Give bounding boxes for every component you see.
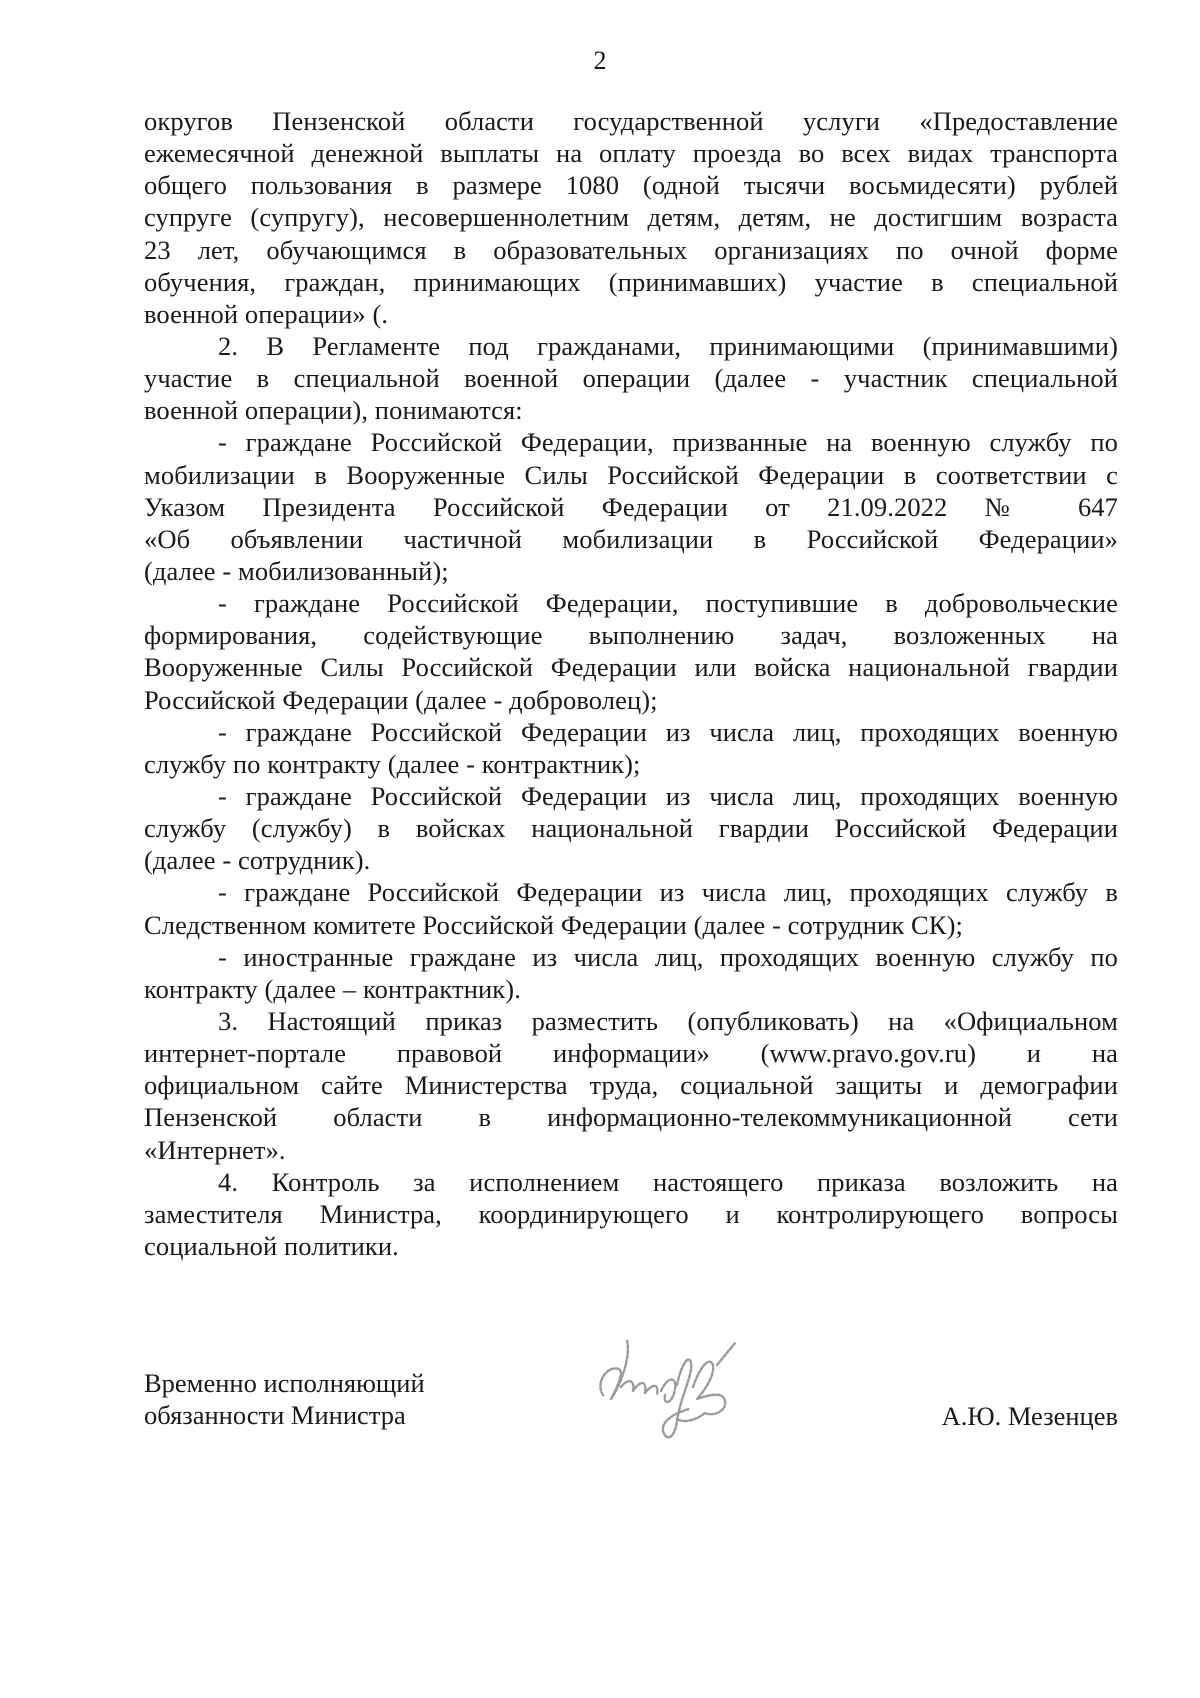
signatory-position <box>144 1367 425 1431</box>
text-line: «Об объявлении частичной мобилизации в Российской Федерации» <box>144 523 1118 554</box>
text-line: службу по контракту (далее - контрактник); <box>144 748 641 779</box>
text-line: военной операции), понимаются: <box>144 395 523 426</box>
text-line: службу (службу) в войсках национальной гвардии Российской Федерации <box>144 813 1118 844</box>
text-line: контракту (далее – контрактник). <box>144 973 521 1004</box>
text-line: - граждане Российской Федерации, призванные на военную службу по <box>218 427 1118 458</box>
text-line: супруге (супругу), несовершеннолетним детям, детям, не достигшим возраста <box>144 202 1118 233</box>
signatory-name: А.Ю. Мезенцев <box>941 1401 1118 1431</box>
text-line: (далее - сотрудник). <box>144 845 371 876</box>
text-line: Пензенской области в информационно-телекоммуникационной сети <box>144 1102 1118 1133</box>
text-line: Российской Федерации (далее - доброволец); <box>144 684 658 715</box>
text-line: участие в специальной военной операции (далее - участник специальной <box>144 363 1118 394</box>
text-line: - граждане Российской Федерации из числа лиц, проходящих военную <box>218 780 1118 811</box>
text-line: 3. Настоящий приказ разместить (опубликовать) на «Официальном <box>218 1005 1118 1036</box>
text-line: официальном сайте Министерства труда, социальной защиты и демографии <box>144 1070 1118 1101</box>
text-line: военной операции» (. <box>144 298 389 329</box>
document-body <box>144 105 1118 1262</box>
text-line: 23 лет, обучающимся в образовательных организациях по очной форме <box>144 234 1118 265</box>
text-line: «Интернет». <box>144 1134 286 1165</box>
signatory-position-line-2: обязанности Министра <box>144 1400 406 1430</box>
text-line: - граждане Российской Федерации, поступившие в добровольческие <box>218 588 1118 619</box>
text-line: мобилизации в Вооруженные Силы Российской Федерации в соответствии с <box>144 459 1118 490</box>
text-line: округов Пензенской области государственной услуги «Предоставление <box>144 106 1118 136</box>
text-line: Вооруженные Силы Российской Федерации или войска национальной гвардии <box>144 652 1118 683</box>
text-line: - иностранные граждане из числа лиц, проходящих военную службу по <box>218 941 1118 972</box>
text-line: (далее - мобилизованный); <box>144 555 449 586</box>
text-line: интернет-портале правовой информации» (www.pravo.gov.ru) и на <box>144 1038 1118 1069</box>
handwritten-signature <box>585 1325 755 1455</box>
text-line: заместителя Министра, координирующего и контролирующего вопросы <box>144 1198 1118 1229</box>
text-line: формирования, содействующие выполнению задач, возложенных на <box>144 620 1118 651</box>
page-number: 2 <box>593 46 607 75</box>
text-line: Следственном комитете Российской Федерации (далее - сотрудник СК); <box>144 909 963 940</box>
signatory-position-line-1: Временно исполняющий <box>144 1368 425 1398</box>
text-line: социальной политики. <box>144 1230 399 1261</box>
text-line: ежемесячной денежной выплаты на оплату проезда во всех видах транспорта <box>144 138 1118 169</box>
text-line: 2. В Регламенте под гражданами, принимающими (принимавшими) <box>218 330 1118 361</box>
text-line: 4. Контроль за исполнением настоящего приказа возложить на <box>218 1166 1118 1197</box>
text-line: обучения, граждан, принимающих (принимавших) участие в специальной <box>144 266 1118 297</box>
text-line: - граждане Российской Федерации из числа лиц, проходящих военную <box>218 716 1118 747</box>
text-line: общего пользования в размере 1080 (одной тысячи восьмидесяти) рублей <box>144 170 1118 201</box>
text-line: - граждане Российской Федерации из числа лиц, проходящих службу в <box>218 877 1118 908</box>
text-line: Указом Президента Российской Федерации от 21.09.2022 № 647 <box>144 491 1118 522</box>
